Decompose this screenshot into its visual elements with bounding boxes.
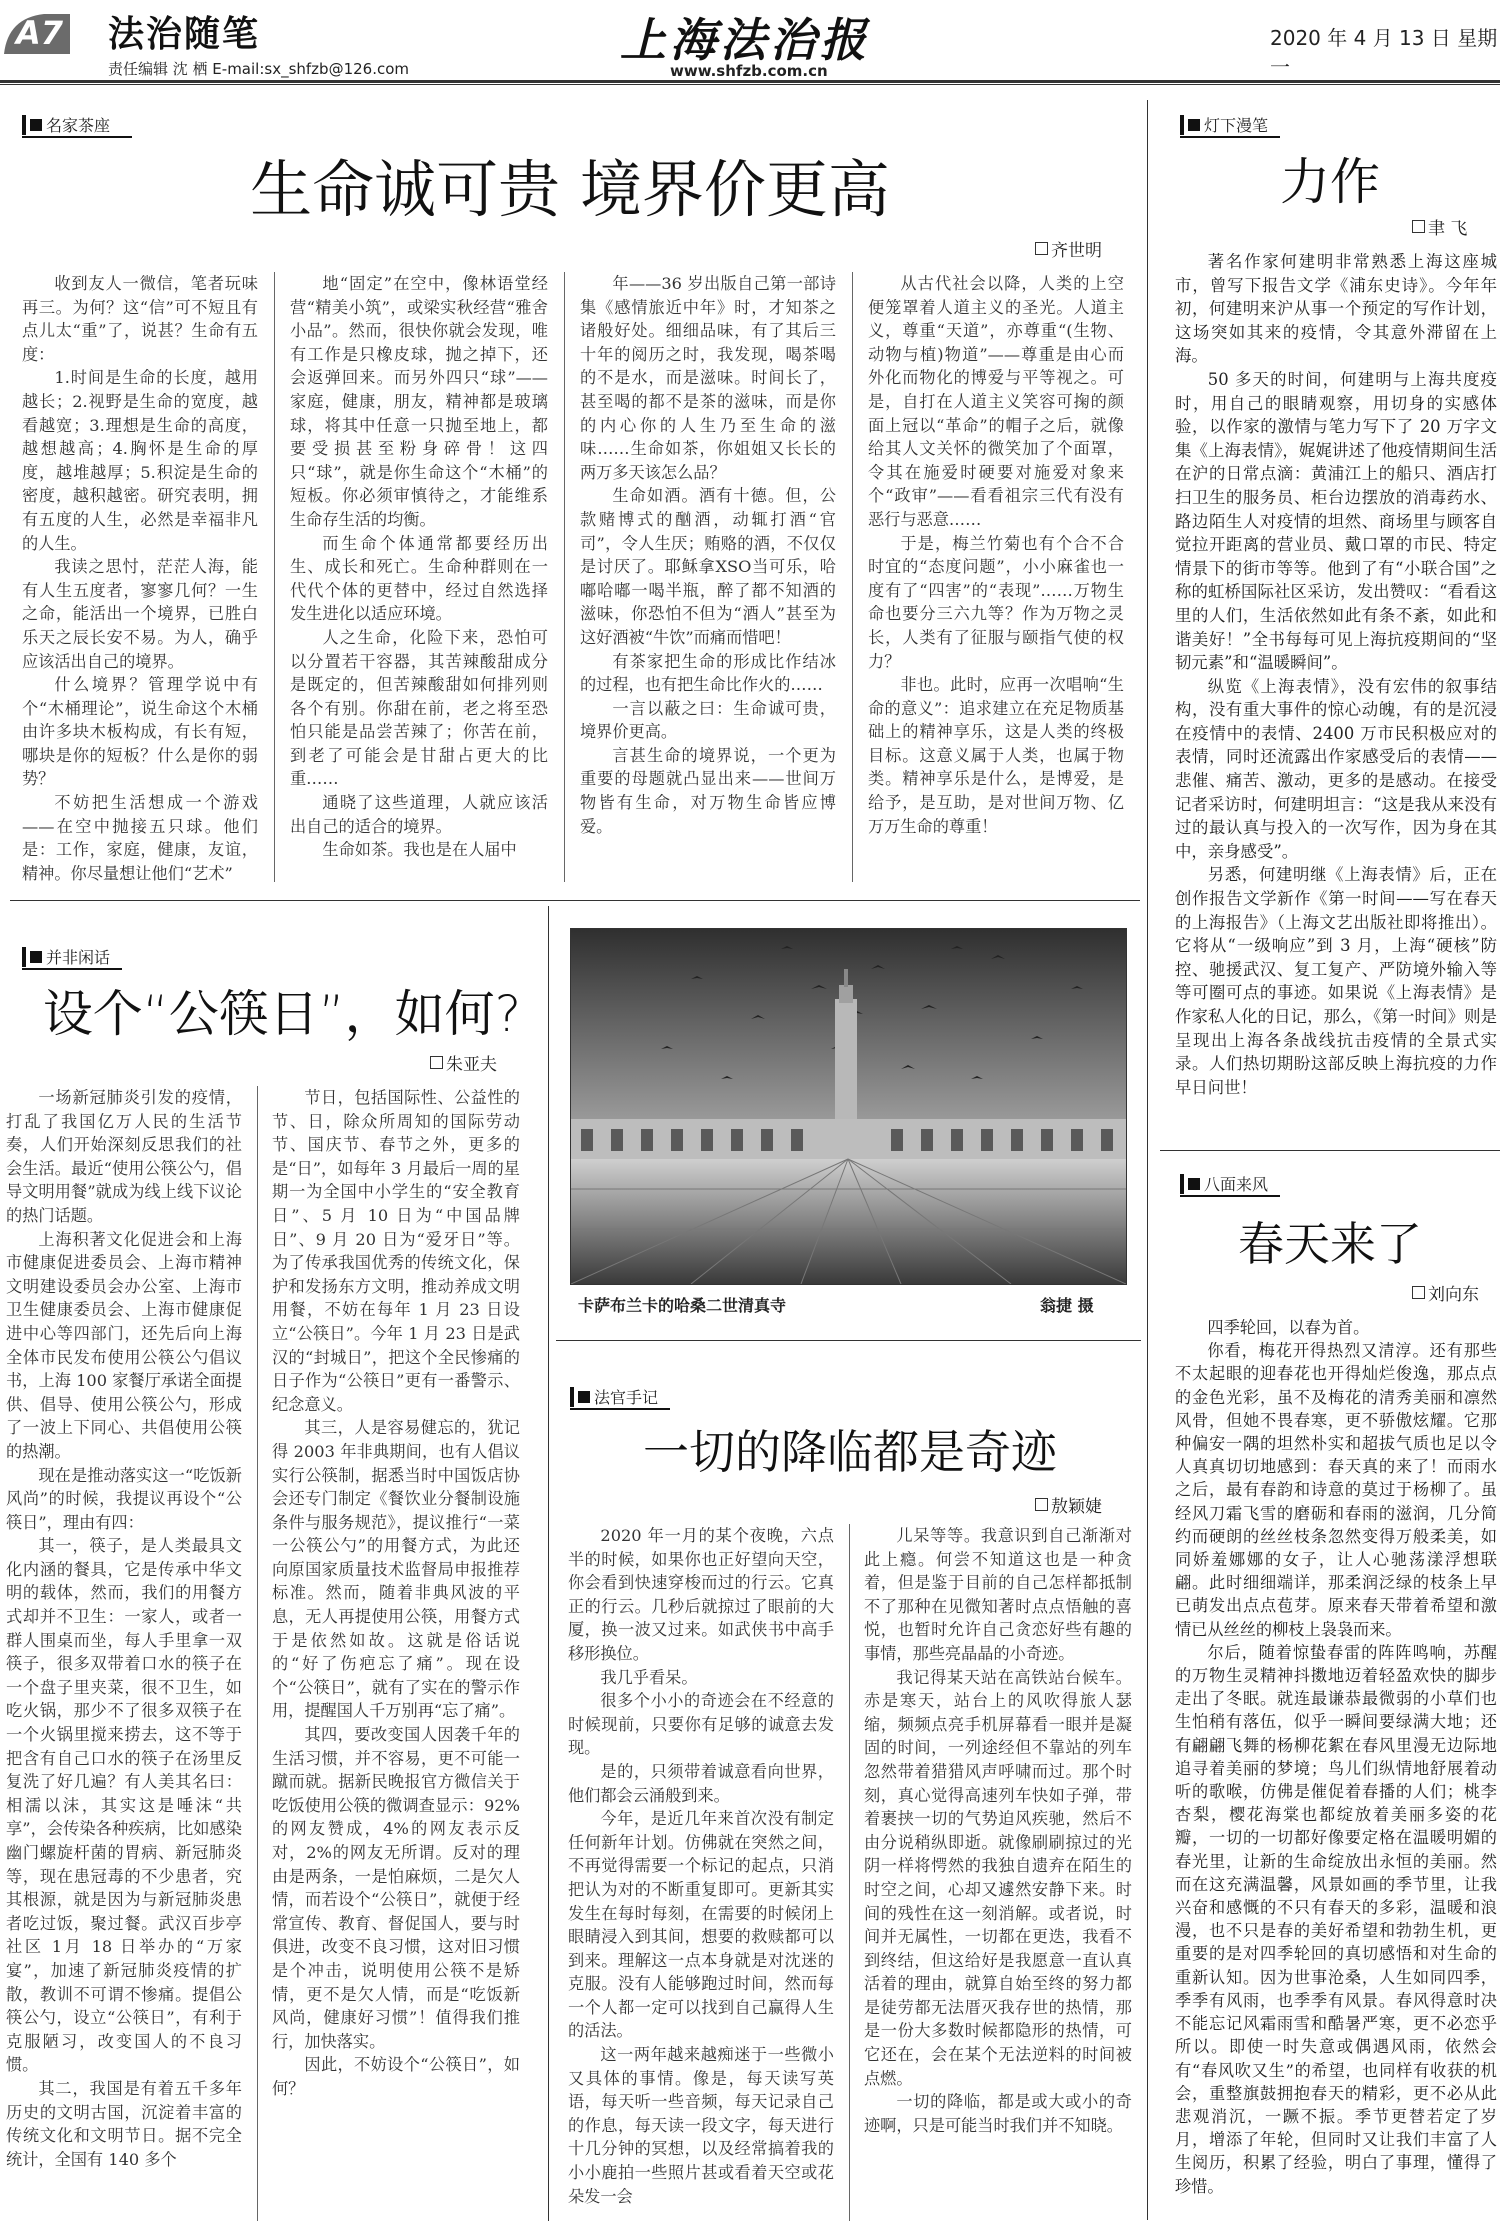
article-column xyxy=(272,1086,520,2224)
paragraph: 于是，梅兰竹菊也有个合不合时宜的“态度问题”，小小麻雀也一度有了“四害”的“表现”……万物生命也要分三六九等？作为万物之灵长，人类有了征服与颐指气使的权力？ xyxy=(868,533,1124,671)
photo-mosque xyxy=(570,928,1127,1285)
author-name: 朱亚夫 xyxy=(446,1055,497,1075)
paragraph: 儿呆等等。我意识到自己渐渐对此上瘾。何尝不知道这也是一种贪着，但是鉴于目前的自己怎样都抵制不了那种在见微知著时点点悟触的喜悦，也暂时允许自己贪恋好些有趣的事情，那些亮晶晶的小奇迹。 xyxy=(864,1526,1132,1663)
paragraph: 其四，要改变国人因袭千年的生活习惯，并不容易，更不可能一蹴而就。据新民晚报官方微信关于吃饭使用公筷的微调查显示：92%的网友赞成，4%的网友表示反对，2%的网友无所谓。反对的理由是两条，一是怕麻烦，二是欠人情，而若设个“公筷日”，就便于经常宣传、教育、督促国人，要与时俱进，改变不良习惯，这对旧习惯是个冲击，说明使用公筷不是矫情，更不是欠人情，而是“吃饭新风尚，健康好习惯”！值得我们推行，加快落实。 xyxy=(272,1725,520,2051)
column-rule xyxy=(852,272,853,882)
column-tag-label: 八面来风 xyxy=(1204,1175,1269,1194)
paragraph: 其一，筷子，是人类最具文化内涵的餐具，它是传承中华文明的载体，然而，我们的用餐方式却并不卫生：一家人，或者一群人围桌而坐，每人手里拿一双筷子，很多双带着口水的筷子在一个盘子里夹菜，很不卫生，如吃火锅，那少不了很多双筷子在一个火锅里搅来捞去，这不等于把含有自己口水的筷子在汤里反复洗了好几遍？有人美其名曰：相濡以沫，其实这是唾沫“共享”，会传染各种疾病，比如感染幽门螺旋杆菌的胃病、新冠肺炎等，现在患冠毒的不少患者，究其根源，就是因为与新冠肺炎患者吃过饭，聚过餐。武汉百步亭社区 1月 18 日举办的“万家宴”，加速了新冠肺炎疫情的扩散，教训不可谓不惨痛。提倡公筷公勺，设立“公筷日”，有利于克服陋习，改变国人的不良习惯。 xyxy=(6,1536,242,2075)
paragraph: 现在是推动落实这一“吃饭新风尚”的时候，我提议再设个“公筷日”，理由有四： xyxy=(6,1465,242,1532)
article-column xyxy=(6,1086,242,2224)
page-number-badge xyxy=(4,8,70,58)
article-title: 生命诚可贵 境界价更高 xyxy=(250,153,890,226)
author-name: 刘向东 xyxy=(1428,1285,1479,1305)
article-column xyxy=(864,1524,1132,2224)
paragraph: 生命如酒。酒有十德。但，公款赌博式的酗酒，动辄打酒“官司”，令人生厌；贿赂的酒，不仅仅是讨厌了。耶稣拿XSO当可乐，哈嘟哈嘟一喝半瓶，醉了都不知酒的滋味，你恐怕不但为“酒人”甚至为这好酒被“牛饮”而痛而惜吧！ xyxy=(580,486,836,647)
paragraph: 节日，包括国际性、公益性的节、日，除众所周知的国际劳动节、国庆节、春节之外，更多的是“日”，如每年 3 月最后一周的星期一为全国中小学生的“安全教育日”、5 月 10 日为“中国品牌日”、9 月 20 日为“爱牙日”等。为了传承我国优秀的传统文化，保护和发扬东方文明，推动养成文明用餐，不妨在每年 1 月 23 日设立“公筷日”。今年 1 月 23 日是武汉的“封城日”，把这个全民惨痛的日子作为“公筷日”更有一番警示、纪念意义。 xyxy=(272,1088,520,1414)
paragraph: 从古代社会以降，人类的上空便笼罩着人道主义的圣光。人道主义，尊重“天道”，亦尊重“(生物、动物与植)物道”——尊重是由心而外化而物化的博爱与平等视之。可是，自打在人道主义笑容可掬的颜面上冠以“革命”的帽子之后，就像给其人文关怀的微笑加了个面罩，令其在施爱时硬要对施爱对象来个“政审”——看看祖宗三代有没有恶行与恶意…… xyxy=(868,274,1124,529)
author-name: 敖颖婕 xyxy=(1051,1497,1102,1517)
paragraph: 人之生命，化险下来，恐怕可以分置若干容器，其苦辣酸甜成分是既定的，但苦辣酸甜如何排列则各个有别。你甜在前，老之将至恐怕只能是品尝苦辣了；你苦在前，到老了可能会是甘甜占更大的比重…… xyxy=(290,627,548,789)
paragraph: 我记得某天站在高铁站台候车。赤是寒天，站台上的风吹得旅人瑟缩，频频点亮手机屏幕看一眼并是凝固的时间，一列途经但不靠站的列车忽然带着猎猎风声呼啸而过。那个时刻，真心觉得高速列车快如子弹，带着裹挟一切的气势迫风疾驰，然后不由分说稍纵即逝。就像刷刷掠过的光阴一样将愕然的我独自遗弃在陌生的时空之间，心却又遽然安静下来。时间的残性在这一刻消解。或者说，时间并无属性，一切都在更迭，我看不到终结，但这给好是我愿意一直认真活着的理由，就算自始至终的努力都是徒劳都无法厝灭我存世的热情，那是一份大多数时候都隐形的热情，可它还在，会在某个无法逆料的时间被点燃。 xyxy=(864,1667,1132,2088)
column-rule xyxy=(274,272,275,882)
section-divider xyxy=(548,906,549,2221)
article-column xyxy=(580,272,836,886)
column-tag xyxy=(1180,113,1268,136)
article-body xyxy=(1175,1316,1497,2224)
column-tag-rule xyxy=(1180,1195,1280,1197)
paragraph: 年——36 岁出版自己第一部诗集《感情旅近中年》时，才知茶之诸般好处。细细品味，有了其后三十年的阅历之时，我发现，喝茶喝的不是水，而是滋味。时间长了，甚至喝的都不是茶的滋味，而是你的内心你的人生乃至生命的滋味……生命如茶，你姐姐又长长的两万多天该怎么品？ xyxy=(580,274,836,482)
paragraph: 其二，我国是有着五千多年历史的文明古国，沉淀着丰富的传统文化和文明节日。据不完全统计，全国有 140 多个 xyxy=(6,2078,242,2169)
column-tag-label: 灯下漫笔 xyxy=(1204,116,1269,135)
section-divider xyxy=(1147,100,1148,2220)
column-tag-rule xyxy=(22,136,132,138)
paragraph: 四季轮回，以春为首。 xyxy=(1207,1318,1370,1337)
column-tag-label: 名家茶座 xyxy=(46,116,111,135)
paragraph: 这一两年越来越痴迷于一些微小又具体的事情。像是，每天读写英语，每天听一些音频，每天记录自己的作息，每天读一段文字，每天进行十几分钟的冥想，以及经常搞着我的小小鹿拍一些照片甚或看着天空或花朵发一会 xyxy=(568,2045,834,2206)
column-tag xyxy=(1180,1172,1268,1195)
article-title: 力作 xyxy=(1280,153,1380,211)
paragraph: 我几乎看呆。 xyxy=(600,1667,698,1687)
section-divider xyxy=(10,900,1140,901)
paragraph: 地“固定”在空中，像林语堂经营“精美小筑”，或梁实秋经营“雅舍小品”。然而，很快你就会发现，唯有工作是只橡皮球，抛之掉下，还会返弹回来。而另外四只“球”——家庭，健康，朋友，精神都是玻璃球，将其中任意一只抛至地上，都要受损甚至粉身碎骨！这四只“球”，就是你生命这个“木桶”的短板。你必须审慎待之，才能维系生命存生活的均衡。 xyxy=(290,274,548,529)
website: www.shfzb.com.cn xyxy=(670,62,828,80)
author-name: 齐世明 xyxy=(1051,241,1102,261)
paragraph: 我读之思忖，茫茫人海，能有人生五度者，寥寥几何？一生之命，能活出一个境界，已胜白乐天之辰长安不易。为人，确乎应该活出自己的境界。 xyxy=(22,557,258,671)
column-tag-rule xyxy=(1180,136,1280,138)
article-column xyxy=(568,1524,834,2224)
paragraph: 50 多天的时间，何建明与上海共度疫时，用自己的眼睛观察，用切身的实感体验，以作家的激情与笔力写下了 20 万字文集《上海表情》，娓娓讲述了他疫情期间生活在沪的日常点滴：黄浦江上的船只、酒店打扫卫生的服务员、柜台边摆放的消毒药水、路边陌生人对疫情的坦然、商场里与顾客自觉拉开距离的营业员、戴口罩的市民、特定情景下的街市等等。他到了有“小联合国”之称的虹桥国际社区采访，发出赞叹：“看看这里的人们，生活依然如此有条不紊，如此和谐美好！”全书每每可见上海抗疫期间的“坚韧元素”和“温暖瞬间”。 xyxy=(1175,369,1497,673)
paragraph: 上海积著文化促进会和上海市健康促进委员会、上海市精神文明建设委员会办公室、上海市卫生健康委员会、上海市健康促进中心等四部门，还先后向上海全体市民发布使用公筷公勺倡议书，上海 100 家餐厅承诺全面提供、倡导、使用公筷公勺，形成了一波上下同心、共倡使用公筷的热潮。 xyxy=(6,1229,242,1461)
paragraph: 纵览《上海表情》，没有宏伟的叙事结构，没有重大事件的惊心动魄，有的是沉浸在疫情中的表情、2400 万市民积极应对的表情，同时还流露出作家感受后的表情——悲催、痛苦、激动，更多的是感动。在接受记者采访时，何建明坦言：“这是我从来没有过的最认真与投入的一次写作，因为身在其中，亲身感受”。 xyxy=(1175,676,1497,861)
paragraph: 不妨把生活想成一个游戏——在空中抛接五只球。他们是：工作，家庭，健康，友谊，精神。你尽量想让他们“艺术” xyxy=(22,793,258,883)
paragraph: 1.时间是生命的长度，越用越长；2.视野是生命的宽度，越看越宽；3.理想是生命的高度，越想越高；4.胸怀是生命的厚度，越堆越厚；5.积淀是生命的密度，越积越密。研究表明，拥有五度的人生，必然是幸福非凡的人生。 xyxy=(22,368,258,553)
column-tag xyxy=(22,113,110,136)
author-name: 聿 飞 xyxy=(1428,219,1468,239)
article-column xyxy=(290,272,548,886)
paragraph: 通晓了这些道理，人就应该活出自己的适合的境界。 xyxy=(290,793,548,836)
byline xyxy=(430,1050,497,1075)
paragraph: 生命如茶。我也是在人届中 xyxy=(322,840,517,860)
header-rule xyxy=(0,80,1500,83)
paragraph: 很多个小小的奇迹会在不经意的时候现前，只要你有足够的诚意去发现。 xyxy=(568,1691,834,1758)
article-title: 春天来了 xyxy=(1238,1217,1422,1271)
photo-credit: 翁捷 摄 xyxy=(1040,1296,1094,1315)
column-tag-label: 并非闲话 xyxy=(46,948,111,967)
paragraph: 言甚生命的境界说，一个更为重要的母题就凸显出来——世间万物皆有生命，对万物生命皆应博爱。 xyxy=(580,745,836,836)
byline xyxy=(1035,236,1102,261)
paragraph: 一言以蔽之曰：生命诚可贵，境界价更高。 xyxy=(580,698,836,742)
paragraph: 有茶家把生命的形成比作结冰的过程，也有把生命比作火的…… xyxy=(580,651,836,695)
byline xyxy=(1035,1492,1102,1517)
page-number: A7 xyxy=(16,14,64,52)
article-title: 设个“公筷日”，如何? xyxy=(42,985,522,1043)
paragraph: 收到友人一微信，笔者玩味再三。为何？这“信”可不短且有点儿太“重”了，说甚？生命有五度： xyxy=(22,274,258,364)
section-title: 法治随笔 xyxy=(108,14,261,55)
paragraph: 因此，不妨设个“公筷日”，如何？ xyxy=(272,2055,520,2098)
paragraph: 非也。此时，应再一次唱响“生命的意义”：追求建立在充足物质基础上的精神享乐，这是人类的终极目标。这意义属于人类，也属于物类。精神享乐是什么，是博爱，是给予，是互助，是对世间万物、亿万万生命的尊重！ xyxy=(868,675,1124,836)
byline xyxy=(1412,214,1467,239)
column-rule xyxy=(849,1524,850,2221)
paragraph: 你看，梅花开得热烈又清淳。还有那些不太起眼的迎春花也开得灿烂俊逸，那点点的金色光彩，虽不及梅花的清秀美丽和凛然风骨，但她不畏春寒，更不骄傲炫耀。它那种偏安一隅的坦然朴实和超拔气质也足以令人真真切切地感到：春天真的来了！而雨水之后，最有春韵和诗意的莫过于杨柳了。虽经风刀霜飞雪的磨砺和春雨的滋润，几分简约而硬朗的丝丝枝条忽然变得万般柔美，如同娇羞娜娜的女子，让人心驰荡漾浮想联翩。此时细细端详，那柔润泛绿的枝条上早已萌发出点点苞芽。原来春天带着希望和激情已从丝丝的柳枝上袅袅而来。 xyxy=(1175,1341,1497,1639)
article-column xyxy=(868,272,1124,886)
byline xyxy=(1412,1280,1479,1305)
column-tag-rule xyxy=(22,968,122,970)
paragraph: 著名作家何建明非常熟悉上海这座城市，曾写下报告文学《浦东史诗》。今年年初，何建明来沪从事一个预定的写作计划，这场突如其来的疫情，令其意外滞留在上海。 xyxy=(1175,252,1497,366)
issue-date: 2020 年 4 月 13 日 星期一 xyxy=(1270,26,1498,79)
header-rule-thin xyxy=(0,84,1500,85)
editor-info: 责任编辑 沈 栖 E-mail:sx_shfzb@126.com xyxy=(108,60,410,78)
section-divider xyxy=(1160,1150,1500,1151)
section-divider xyxy=(556,1340,1141,1341)
paragraph: 一场新冠肺炎引发的疫情，打乱了我国亿万人民的生活节奏，人们开始深刻反思我们的社会生活。最近“使用公筷公勺，倡导文明用餐”就成为线上线下议论的热门话题。 xyxy=(6,1088,242,1225)
photo-caption: 卡萨布兰卡的哈桑二世清真寺 xyxy=(578,1296,787,1315)
paragraph: 其三，人是容易健忘的，犹记得 2003 年非典期间，也有人倡议实行公筷制，据悉当时中国饭店协会还专门制定《餐饮业分餐制设施条件与服务规范》，提议推行“一菜一公筷公勺”的用餐方式，为此还向原国家质量技术监督局申报推荐标准。然而，随着非典风波的平息，无人再提使用公筷，用餐方式于是依然如故。这就是俗话说的“好了伤疤忘了痛”。现在设个“公筷日”，就有了实在的警示作用，提醒国人千万别再“忘了痛”。 xyxy=(272,1418,520,1721)
column-rule xyxy=(564,272,565,882)
article-title: 一切的降临都是奇迹 xyxy=(643,1425,1057,1479)
paragraph: 另悉，何建明继《上海表情》后，正在创作报告文学新作《第一时间——写在春天的上海报告》（上海文艺出版社即将推出）。它将从“一级响应”到 3 月，上海“硬核”防控、驰援武汉、复工复产、严防境外输入等等可圈可点的事迹。如果说《上海表情》是作家私人化的日记，那么，《第一时间》则是呈现出上海各条战线抗击疫情的全景式实录。人们热切期盼这部反映上海抗疫的力作早日问世！ xyxy=(1175,865,1497,1097)
paragraph: 而生命个体通常都要经历出生、成长和死亡。生命种群则在一代代个体的更替中，经过自然选择发生进化以适应环境。 xyxy=(290,533,548,624)
masthead-logo: 上海法治报 xyxy=(620,13,870,67)
paragraph: 一切的降临，都是或大或小的奇迹啊，只是可能当时我们并不知晓。 xyxy=(864,2092,1132,2135)
paragraph: 是的，只须带着诚意看向世界，他们都会云涌般到来。 xyxy=(568,1761,834,1805)
paragraph: 什么境界？管理学说中有个“木桶理论”，说生命这个木桶由许多块木板构成，有长有短，哪块是你的短板？什么是你的弱势？ xyxy=(22,675,258,789)
paragraph: 今年，是近几年来首次没有制定任何新年计划。仿佛就在突然之间，不再觉得需要一个标记的起点，只消把认为对的不断重复即可。更新其实发生在每时每刻，在需要的时候闭上眼睛浸入到其间，想要的救赎都可以到来。理解这一点本身就是对沈迷的克服。没有人能够跑过时间，然而每一个人都一定可以找到自己赢得人生的活法。 xyxy=(568,1809,834,2041)
column-tag xyxy=(570,1385,658,1408)
article-body xyxy=(1175,250,1497,1122)
paragraph: 尔后，随着惊蛰春雷的阵阵鸣响，苏醒的万物生灵精神抖擞地迈着轻盈欢快的脚步走出了冬眠。就连最谦恭最微弱的小草们也生怕稍有落伍，似乎一瞬间要绿满大地；还有翩翩飞舞的杨柳花絮在春风里漫无边际地追寻着美丽的梦境；鸟儿们纵情地舒展着动听的歌喉，仿佛是催促着春播的人们；桃李杏梨，樱花海棠也都绽放着美丽多姿的花瓣，一切的一切都好像要定格在温暖明媚的春光里，让新的生命绽放出永恒的美丽。然而在这充满温馨，风景如画的季节里，让我兴奋和感慨的不只有春天的多彩，温暖和浪漫，也不只是春的美好希望和勃勃生机，更重要的是对四季轮回的真切感悟和对生命的重新认知。因为世事沧桑，人生如同四季，季季有风雨，也季季有风景。春风得意时决不能忘记风霜雨雪和酷暑严寒，更不必恋乎所以。即使一时失意或偶遇风雨，依然会有“春风吹又生”的希望，也同样有收获的机会，重整旗鼓拥抱春天的精彩，更不必从此悲观消沉，一蹶不振。季节更替若定了岁月，增添了年轮，但同时又让我们丰富了人生阅历，积累了经验，明白了事理，懂得了珍惜。 xyxy=(1175,1642,1497,2196)
column-rule xyxy=(257,1086,258,2221)
article-column xyxy=(22,272,258,886)
column-tag-rule xyxy=(570,1408,670,1410)
paragraph: 2020 年一月的某个夜晚，六点半的时候，如果你也正好望向天空，你会看到快速穿梭而过的行云。它真正的行云。几秒后就掠过了眼前的大厦，换一波又过来。如武侠书中高手移形换位。 xyxy=(568,1526,834,1663)
column-tag-label: 法官手记 xyxy=(594,1388,659,1407)
column-tag xyxy=(22,945,110,968)
